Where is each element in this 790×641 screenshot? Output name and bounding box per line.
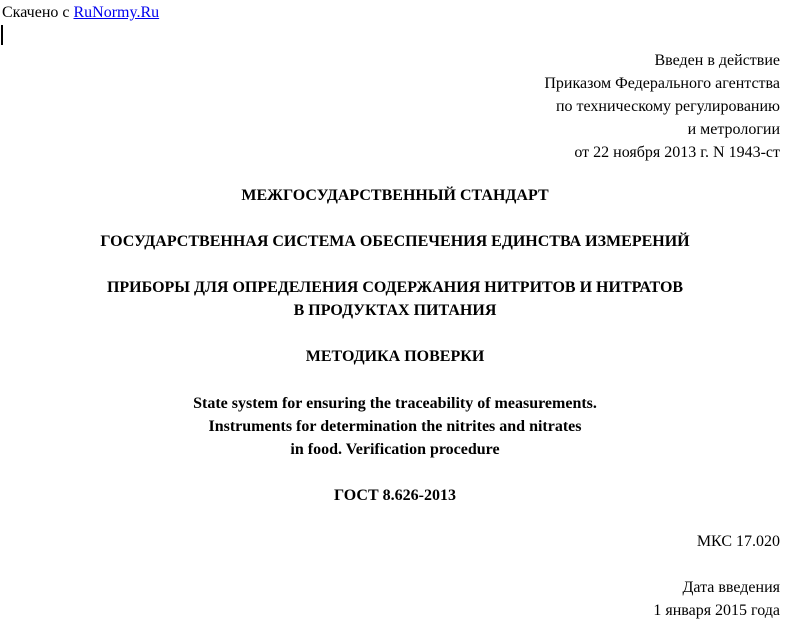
enactment-line: Введен в действие xyxy=(654,52,780,69)
runormy-link[interactable]: RuNormy.Ru xyxy=(73,4,160,21)
enactment-block xyxy=(544,49,780,164)
enactment-line: Приказом Федерального агентства xyxy=(544,75,780,92)
download-prefix: Скачено с xyxy=(2,4,74,21)
english-title-line: in food. Verification procedure xyxy=(290,441,500,458)
standard-type-heading xyxy=(0,184,790,207)
mks-code xyxy=(697,530,780,553)
title-line: В ПРОДУКТАХ ПИТАНИЯ xyxy=(293,302,497,319)
title-line: ПРИБОРЫ ДЛЯ ОПРЕДЕЛЕНИЯ СОДЕРЖАНИЯ НИТРИТОВ И НИТРАТОВ xyxy=(106,279,684,296)
document-title xyxy=(0,276,790,322)
enactment-line: и метрологии xyxy=(687,121,780,138)
effective-date-value: 1 января 2015 года xyxy=(653,602,780,619)
effective-date-block xyxy=(653,576,780,622)
download-source-line xyxy=(2,3,159,23)
enactment-line: от 22 ноября 2013 г. N 1943-ст xyxy=(574,144,780,161)
system-heading xyxy=(0,230,790,253)
gost-number-text: ГОСТ 8.626-2013 xyxy=(334,487,456,504)
english-title-line: Instruments for determination the nitrites and nitrates xyxy=(208,418,582,435)
document-subtitle xyxy=(0,345,790,368)
standard-type-text: МЕЖГОСУДАРСТВЕННЫЙ СТАНДАРТ xyxy=(241,187,549,204)
english-title xyxy=(0,392,790,461)
gost-number xyxy=(0,484,790,507)
english-title-line: State system for ensuring the traceability of measurements. xyxy=(193,395,597,412)
system-text: ГОСУДАРСТВЕННАЯ СИСТЕМА ОБЕСПЕЧЕНИЯ ЕДИНСТВА ИЗМЕРЕНИЙ xyxy=(100,233,690,250)
mks-text: МКС 17.020 xyxy=(696,533,780,550)
effective-date-label: Дата введения xyxy=(682,579,780,596)
subtitle-text: МЕТОДИКА ПОВЕРКИ xyxy=(305,348,485,365)
text-cursor xyxy=(1,25,3,45)
enactment-line: по техническому регулированию xyxy=(555,98,780,115)
